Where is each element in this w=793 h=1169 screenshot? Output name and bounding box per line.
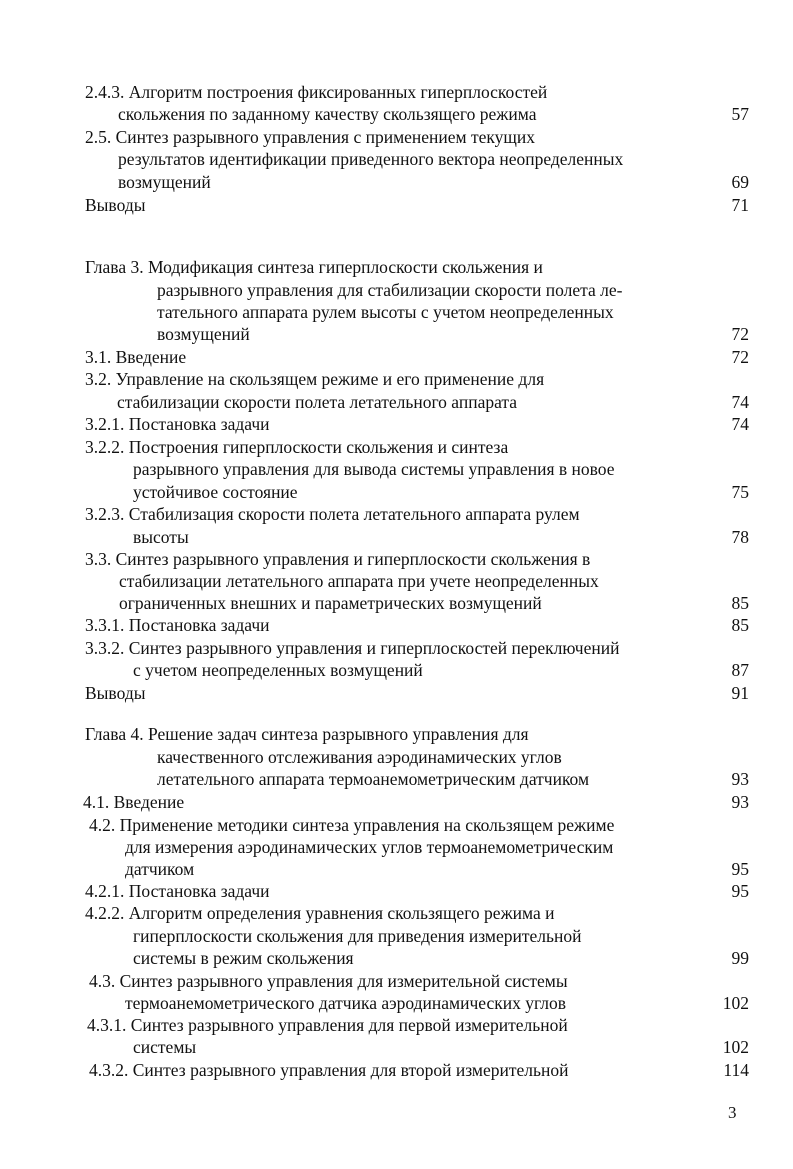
toc-entry-text: тательного аппарата рулем высоты с учетом неопределенных: [157, 302, 614, 322]
toc-entry-text: 3.3.2. Синтез разрывного управления и гиперплоскостей переключений: [85, 638, 620, 658]
toc-entry-page: 99: [731, 948, 749, 968]
toc-entry-page: 95: [731, 881, 749, 901]
toc-entry-text: летательного аппарата термоанемометрическим датчиком: [157, 769, 590, 789]
toc-entry-text: системы в режим скольжения: [133, 948, 354, 968]
toc-entry-text: стабилизации скорости полета летательного аппарата: [117, 392, 518, 412]
toc-entry-page: 114: [723, 1060, 749, 1080]
toc-entry-text: ограниченных внешних и параметрических возмущений: [119, 593, 542, 613]
toc-entry-text: скольжения по заданному качеству скользящего режима: [118, 104, 537, 124]
toc-entry-text: Глава 4. Решение задач синтеза разрывного управления для: [85, 724, 529, 744]
toc-entry-text: 3.3.1. Постановка задачи: [85, 615, 270, 635]
toc-entry-text: 4.3.1. Синтез разрывного управления для первой измерительной: [87, 1015, 568, 1035]
toc-entry-text: 4.3. Синтез разрывного управления для измерительной системы: [89, 971, 568, 991]
toc-entry-text: гиперплоскости скольжения для приведения измерительной: [133, 926, 582, 946]
toc-entry-text: 3.3. Синтез разрывного управления и гиперплоскости скольжения в: [85, 549, 591, 569]
toc-entry-text: 4.2. Применение методики синтеза управления на скользящем режиме: [89, 815, 615, 835]
toc-entry-page: 85: [731, 593, 749, 613]
toc-entry-text: 3.2.3. Стабилизация скорости полета летательного аппарата рулем: [85, 504, 580, 524]
toc-entry-page: 87: [731, 660, 749, 680]
toc-entry-page: 102: [722, 1037, 749, 1057]
toc-entry-page: 93: [731, 769, 749, 789]
toc-entry-page: 102: [722, 993, 749, 1013]
toc-entry-page: 71: [731, 195, 749, 215]
toc-entry-page: 75: [731, 482, 749, 502]
toc-entry-text: разрывного управления для вывода системы управления в новое: [133, 459, 615, 479]
toc-entry-text: 4.2.2. Алгоритм определения уравнения скользящего режима и: [85, 903, 555, 923]
toc-entry-text: датчиком: [125, 859, 195, 879]
toc-entry-page: 91: [731, 683, 749, 703]
toc-entry-text: с учетом неопределенных возмущений: [133, 660, 423, 680]
toc-entry-text: 2.5. Синтез разрывного управления с применением текущих: [85, 127, 536, 147]
toc-entry-page: 74: [731, 392, 749, 412]
toc-entry-page: 93: [731, 792, 749, 812]
toc-entry-page: 95: [731, 859, 749, 879]
toc-entry-page: 78: [731, 527, 749, 547]
toc-entry-text: 2.4.3. Алгоритм построения фиксированных гиперплоскостей: [85, 82, 548, 102]
toc-entry-text: возмущений: [118, 172, 211, 192]
toc-entry-text: Выводы: [85, 683, 146, 703]
toc-entry-text: Выводы: [85, 195, 146, 215]
toc-entry-page: 69: [731, 172, 749, 192]
toc-entry-page: 85: [731, 615, 749, 635]
toc-entry-text: стабилизации летательного аппарата при учете неопределенных: [119, 571, 599, 591]
toc-entry-text: 3.1. Введение: [85, 347, 187, 367]
toc-entry-text: высоты: [133, 527, 189, 547]
toc-entry-text: результатов идентификации приведенного вектора неопределенных: [118, 149, 624, 169]
toc-entry-page: 72: [731, 347, 749, 367]
toc-entry-text: 3.2.1. Постановка задачи: [85, 414, 270, 434]
toc-entry-text: 4.2.1. Постановка задачи: [85, 881, 270, 901]
toc-entry-page: 57: [731, 104, 749, 124]
toc-entry-text: разрывного управления для стабилизации скорости полета ле-: [157, 280, 623, 300]
toc-entry-text: устойчивое состояние: [133, 482, 298, 502]
toc-entry-text: Глава 3. Модификация синтеза гиперплоскости скольжения и: [85, 257, 543, 277]
toc-entry-text: для измерения аэродинамических углов термоанемометрическим: [125, 837, 614, 857]
toc-entry-page: 74: [731, 414, 749, 434]
toc-entry-text: возмущений: [157, 324, 250, 344]
toc-entry-text: системы: [133, 1037, 197, 1057]
toc-entry-text: 3.2.2. Построения гиперплоскости скольжения и синтеза: [85, 437, 509, 457]
toc-entry-text: 3.2. Управление на скользящем режиме и его применение для: [85, 369, 545, 389]
toc-entry-text: 4.1. Введение: [83, 792, 185, 812]
toc-entry-text: 4.3.2. Синтез разрывного управления для второй измерительной: [89, 1060, 569, 1080]
toc-entry-text: термоанемометрического датчика аэродинамических углов: [125, 993, 567, 1013]
toc-entry-page: 72: [731, 324, 749, 344]
toc-entry-text: качественного отслеживания аэродинамических углов: [157, 747, 562, 767]
footer-page-number: 3: [728, 1103, 737, 1122]
